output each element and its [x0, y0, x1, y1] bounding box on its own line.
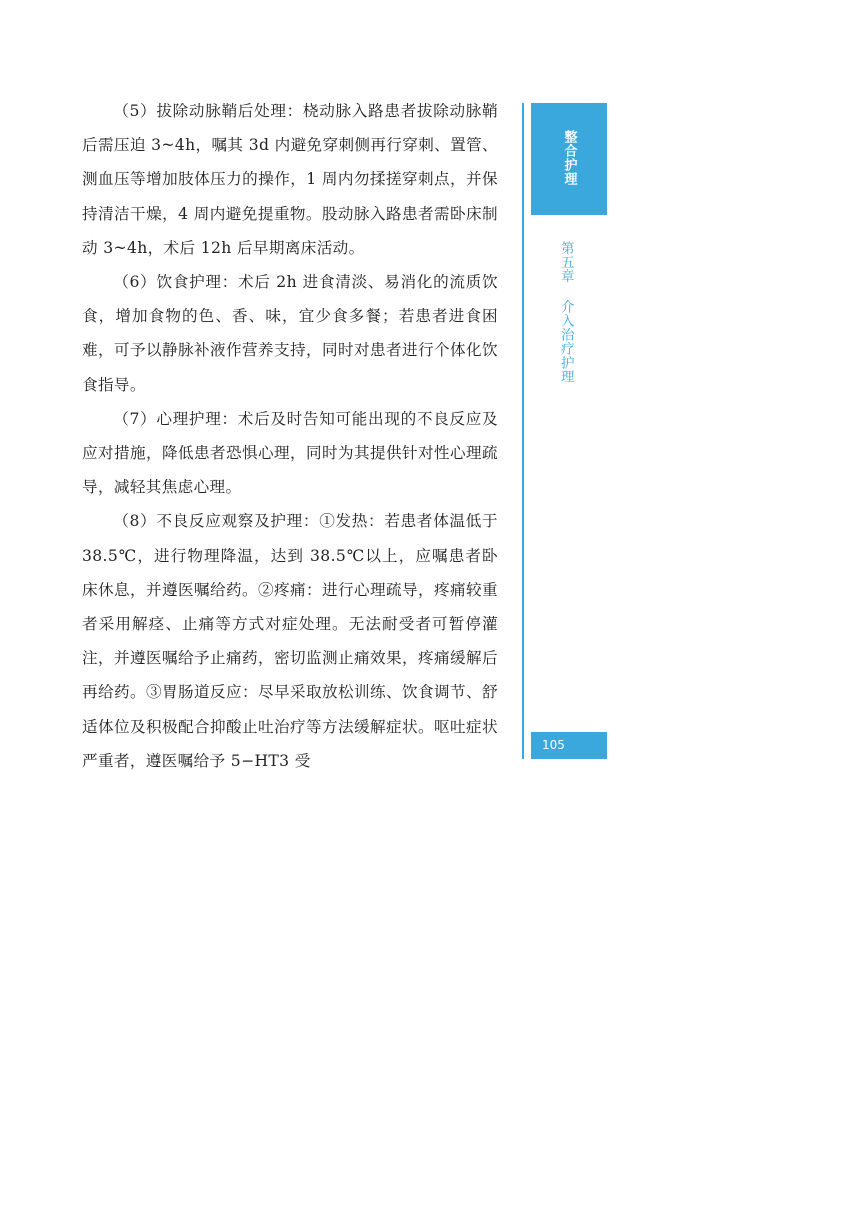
- paragraph-diet-care: （6）饮食护理：术后 2h 进食清淡、易消化的流质饮食，增加食物的色、香、味，宜少食多餐；若患者进食困难，可予以静脉补液作营养支持，同时对患者进行个体化饮食指导。: [82, 273, 498, 394]
- paragraph-adverse-reactions: （8）不良反应观察及护理：①发热：若患者体温低于 38.5℃，进行物理降温，达到 38.5℃以上，应嘱患者卧床休息，并遵医嘱给药。②疼痛：进行心理疏导，疼痛较重者采用解痉、止痛等方式对症处理。无法耐受者可暂停灌注，并遵医嘱给予止痛药，密切监测止痛效果，疼痛缓解后再给药。③胃肠道反应：尽早采取放松训练、饮食调节、舒适体位及积极配合抑酸止吐治疗等方法缓解症状。呕吐症状严重者，遵医嘱给予 5−HT3 受: [82, 512, 498, 770]
- page-number: 105: [531, 732, 607, 759]
- chapter-label-container: [555, 241, 575, 384]
- section-tab: [531, 103, 607, 215]
- chapter-label: 第五章 介入治疗护理: [557, 241, 574, 384]
- body-text: [82, 94, 498, 778]
- paragraph-psychological-care: （7）心理护理：术后及时告知可能出现的不良反应及应对措施，降低患者恐惧心理，同时为其提供针对性心理疏导，减轻其焦虑心理。: [82, 409, 498, 497]
- paragraph-arterial-sheath: （5）拔除动脉鞘后处理：桡动脉入路患者拔除动脉鞘后需压迫 3~4h，嘱其 3d 内避免穿刺侧再行穿刺、置管、测血压等增加肢体压力的操作，1 周内勿揉搓穿刺点，并保持清洁干燥，4 周内避免提重物。股动脉入路患者需卧床制动 3~4h，术后 12h 后早期离床活动。: [82, 102, 498, 257]
- section-label: 整合护理: [561, 130, 577, 186]
- sidebar-divider: [522, 103, 524, 759]
